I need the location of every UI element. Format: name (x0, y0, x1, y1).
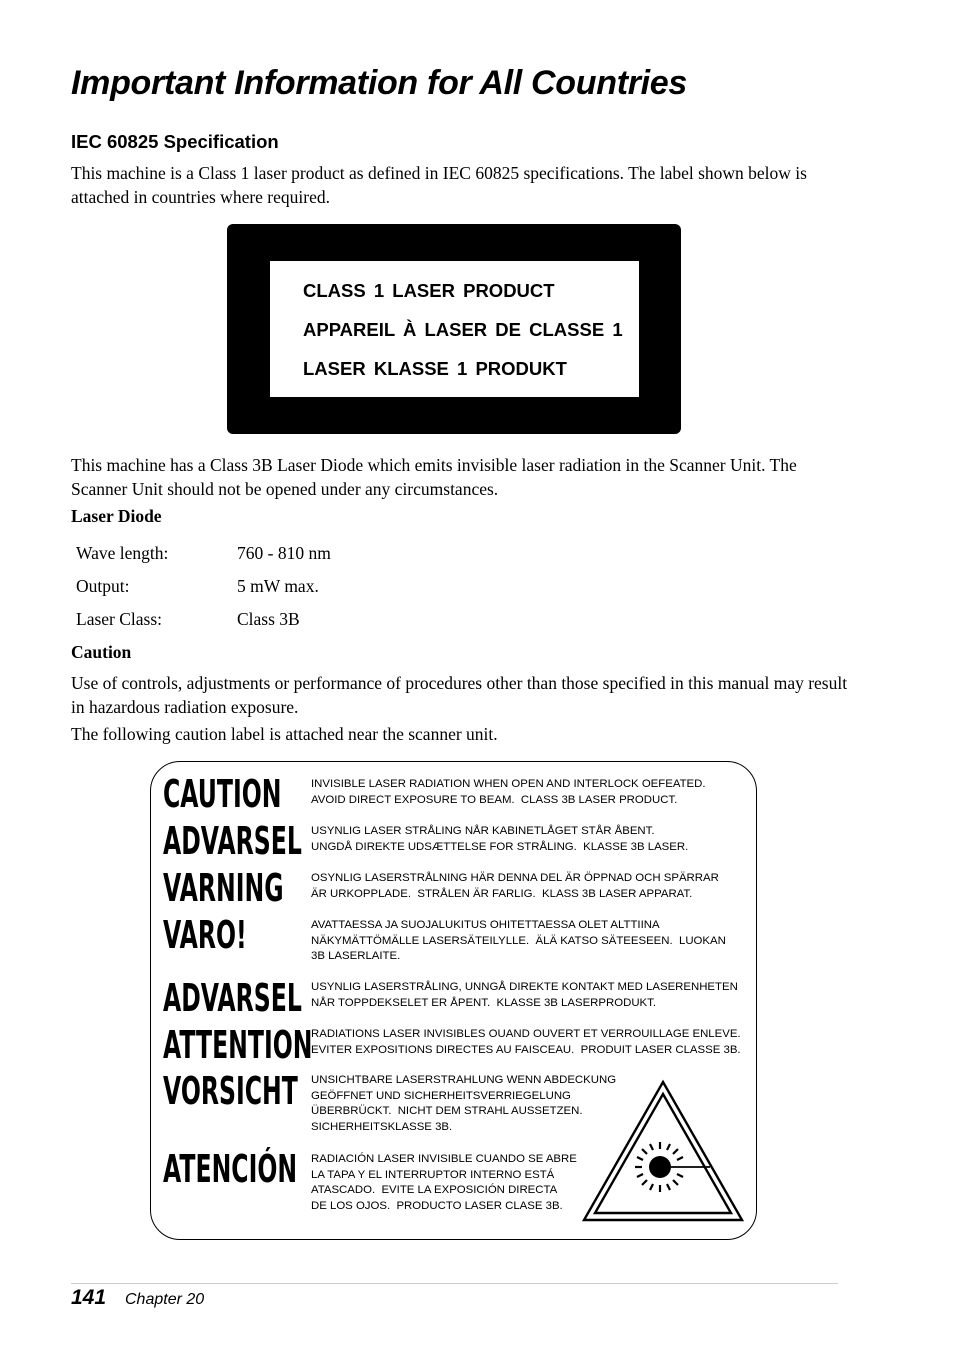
caution-text-en: INVISIBLE LASER RADIATION WHEN OPEN AND INTERLOCK OEFEATED. AVOID DIRECT EXPOSURE TO BEAM. CLASS 3B LASER PRODUCT. (311, 778, 706, 806)
spec-label: Output: (76, 576, 130, 596)
caution-word-fr: ATTENTION (163, 1023, 313, 1067)
spec-value: 760 - 810 nm (237, 543, 331, 563)
class1-label-line-en: CLASS 1 LASER PRODUCT (303, 280, 555, 301)
caution-word-no: ADVARSEL (163, 976, 302, 1020)
section-heading-iec: IEC 60825 Specification (71, 131, 279, 152)
class1-label-line-de: LASER KLASSE 1 PRODUKT (303, 358, 567, 379)
spec-label: Laser Class: (76, 609, 163, 629)
caution-text-no: USYNLIG LASERSTRÅLING, UNNGÅ DIREKTE KONTAKT MED LASERENHETEN NÅR TOPPDEKSELET ER ÅPENT. KLASSE 3B LASERPRODUKT. (311, 981, 738, 1009)
caution-word-de: VORSICHT (163, 1069, 298, 1113)
laser-radiation-warning-icon (580, 1078, 746, 1224)
spec-row-laser-class (71, 603, 331, 636)
caution-word-da: ADVARSEL (163, 819, 302, 863)
caution-text-fi: AVATTAESSA JA SUOJALUKITUS OHITETTAESSA OLET ALTTIINA NÄKYMÄTTÖMÄLLE LASERSÄTEILYLLE. ÄLÄ KATSO SÄTEESEEN. LUOKAN 3B LASERLAITE. (311, 919, 726, 963)
iec-intro-paragraph: This machine is a Class 1 laser product as defined in IEC 60825 specifications. The label shown below is attached in countries where required. (71, 163, 807, 207)
page-number: 141 (71, 1286, 107, 1309)
class1-label-panel (270, 261, 639, 397)
class1-label-line-fr: APPAREIL À LASER DE CLASSE 1 (303, 319, 623, 340)
spec-label: Wave length: (76, 543, 169, 563)
spec-value: Class 3B (237, 609, 300, 629)
caution-label-note: The following caution label is attached near the scanner unit. (71, 724, 498, 744)
caution-text-da: USYNLIG LASER STRÅLING NÅR KABINETLÅGET STÅR ÅBENT. UNGDÅ DIREKTE UDSÆTTELSE FOR STRÅLING. KLASSE 3B LASER. (311, 825, 689, 853)
laser-diode-heading: Laser Diode (71, 506, 162, 526)
caution-word-fi: VARO! (163, 913, 247, 957)
laser-diode-paragraph: This machine has a Class 3B Laser Diode which emits invisible laser radiation in the Scanner Unit. The Scanner Unit should not be opened under any circumstances. (71, 455, 797, 499)
caution-text-sv: OSYNLIG LASERSTRÅLNING HÄR DENNA DEL ÄR ÖPPNAD OCH SPÄRRAR ÄR URKOPPLADE. STRÅLEN ÄR FARLIG. KLASS 3B LASER APPARAT. (311, 872, 719, 900)
caution-word-es: ATENCIÓN (163, 1147, 298, 1191)
page-title: Important Information for All Countries (71, 64, 688, 102)
caution-paragraph: Use of controls, adjustments or performance of procedures other than those specified in this manual may result in hazardous radiation exposure. (71, 673, 848, 717)
laser-diode-spec-table (71, 537, 331, 636)
footer-divider (71, 1283, 838, 1284)
caution-heading: Caution (71, 642, 132, 662)
caution-text-de: UNSICHTBARE LASERSTRAHLUNG WENN ABDECKUNG GEÖFFNET UND SICHERHEITSVERRIEGELUNG ÜBERBRÜCKT. NICHT DEM STRAHL AUSSETZEN. SICHERHEITSKLASSE 3B. (311, 1074, 617, 1133)
caution-word-sv: VARNING (163, 866, 284, 910)
spec-row-output (71, 570, 331, 603)
caution-text-fr: RADIATIONS LASER INVISIBLES OUAND OUVERT ET VERROUILLAGE ENLEVE. EVITER EXPOSITIONS DIRECTES AU FAISCEAU. PRODUIT LASER CLASSE 3B. (311, 1028, 741, 1056)
spec-row-wave-length (71, 537, 331, 570)
caution-word-en: CAUTION (163, 772, 282, 816)
spec-value: 5 mW max. (237, 576, 319, 596)
caution-text-es: RADIACIÓN LASER INVISIBLE CUANDO SE ABRE LA TAPA Y EL INTERRUPTOR INTERNO ESTÁ ATASCADO. EVITE LA EXPOSICIÓN DIRECTA DE LOS OJOS. PRODUCTO LASER CLASE 3B. (311, 1153, 577, 1212)
chapter-label: Chapter 20 (125, 1291, 205, 1308)
